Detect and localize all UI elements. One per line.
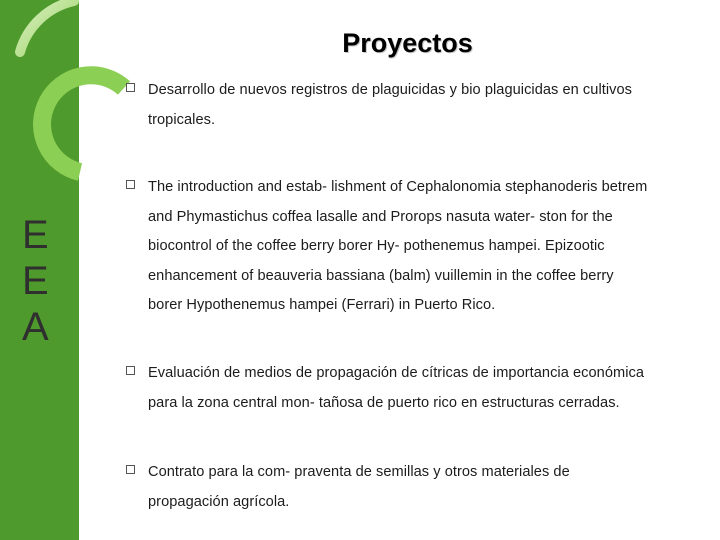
bullet-text-line: enhancement of beauveria bassiana (balm) vuillemin in the coffee berry [148, 267, 614, 284]
square-bullet-icon [126, 83, 135, 92]
bullet-text-line: para la zona central mon- tañosa de puerto rico en estructuras cerradas. [148, 394, 620, 411]
bullet-item-3 [126, 365, 686, 411]
side-label-letter-3: A [22, 305, 49, 349]
bullet-text-line: Evaluación de medios de propagación de cítricas de importancia económica [148, 365, 645, 381]
side-label-letter-2: E [22, 259, 49, 303]
bullet-text-line: propagación agrícola. [148, 493, 290, 510]
square-bullet-icon [126, 366, 135, 375]
square-bullet-icon [126, 465, 135, 474]
side-label-letter-1: E [22, 213, 49, 257]
square-bullet-icon [126, 180, 135, 189]
bullet-text [148, 76, 688, 135]
bullet-text-line: and Phymastichus coffea lasalle and Prorops nasuta water- ston for the [148, 208, 613, 225]
bullet-text-line: Desarrollo de nuevos registros de plaguicidas y bio plaguicidas en cultivos [148, 82, 632, 98]
bullet-text-line: The introduction and estab- lishment of Cephalonomia stephanoderis betrem [148, 179, 648, 195]
bullet-item-4 [126, 464, 686, 510]
bullet-text [148, 359, 688, 418]
bullet-item-1 [126, 82, 686, 128]
page-title: Proyectos [342, 28, 473, 58]
bullet-text-line: biocontrol of the coffee berry borer Hy- pothenemus hampei. Epizootic [148, 238, 605, 254]
side-label [22, 212, 62, 350]
bullet-text [148, 173, 688, 321]
bullet-text-line: borer Hypothenemus hampei (Ferrari) in Puerto Rico. [148, 297, 496, 313]
bullet-item-2 [126, 179, 686, 313]
bullet-text-line: Contrato para la com- praventa de semillas y otros materiales de [148, 464, 570, 480]
bullet-text [148, 458, 688, 517]
bullet-text-line: tropicales. [148, 111, 216, 128]
green-sidebar [0, 0, 79, 540]
